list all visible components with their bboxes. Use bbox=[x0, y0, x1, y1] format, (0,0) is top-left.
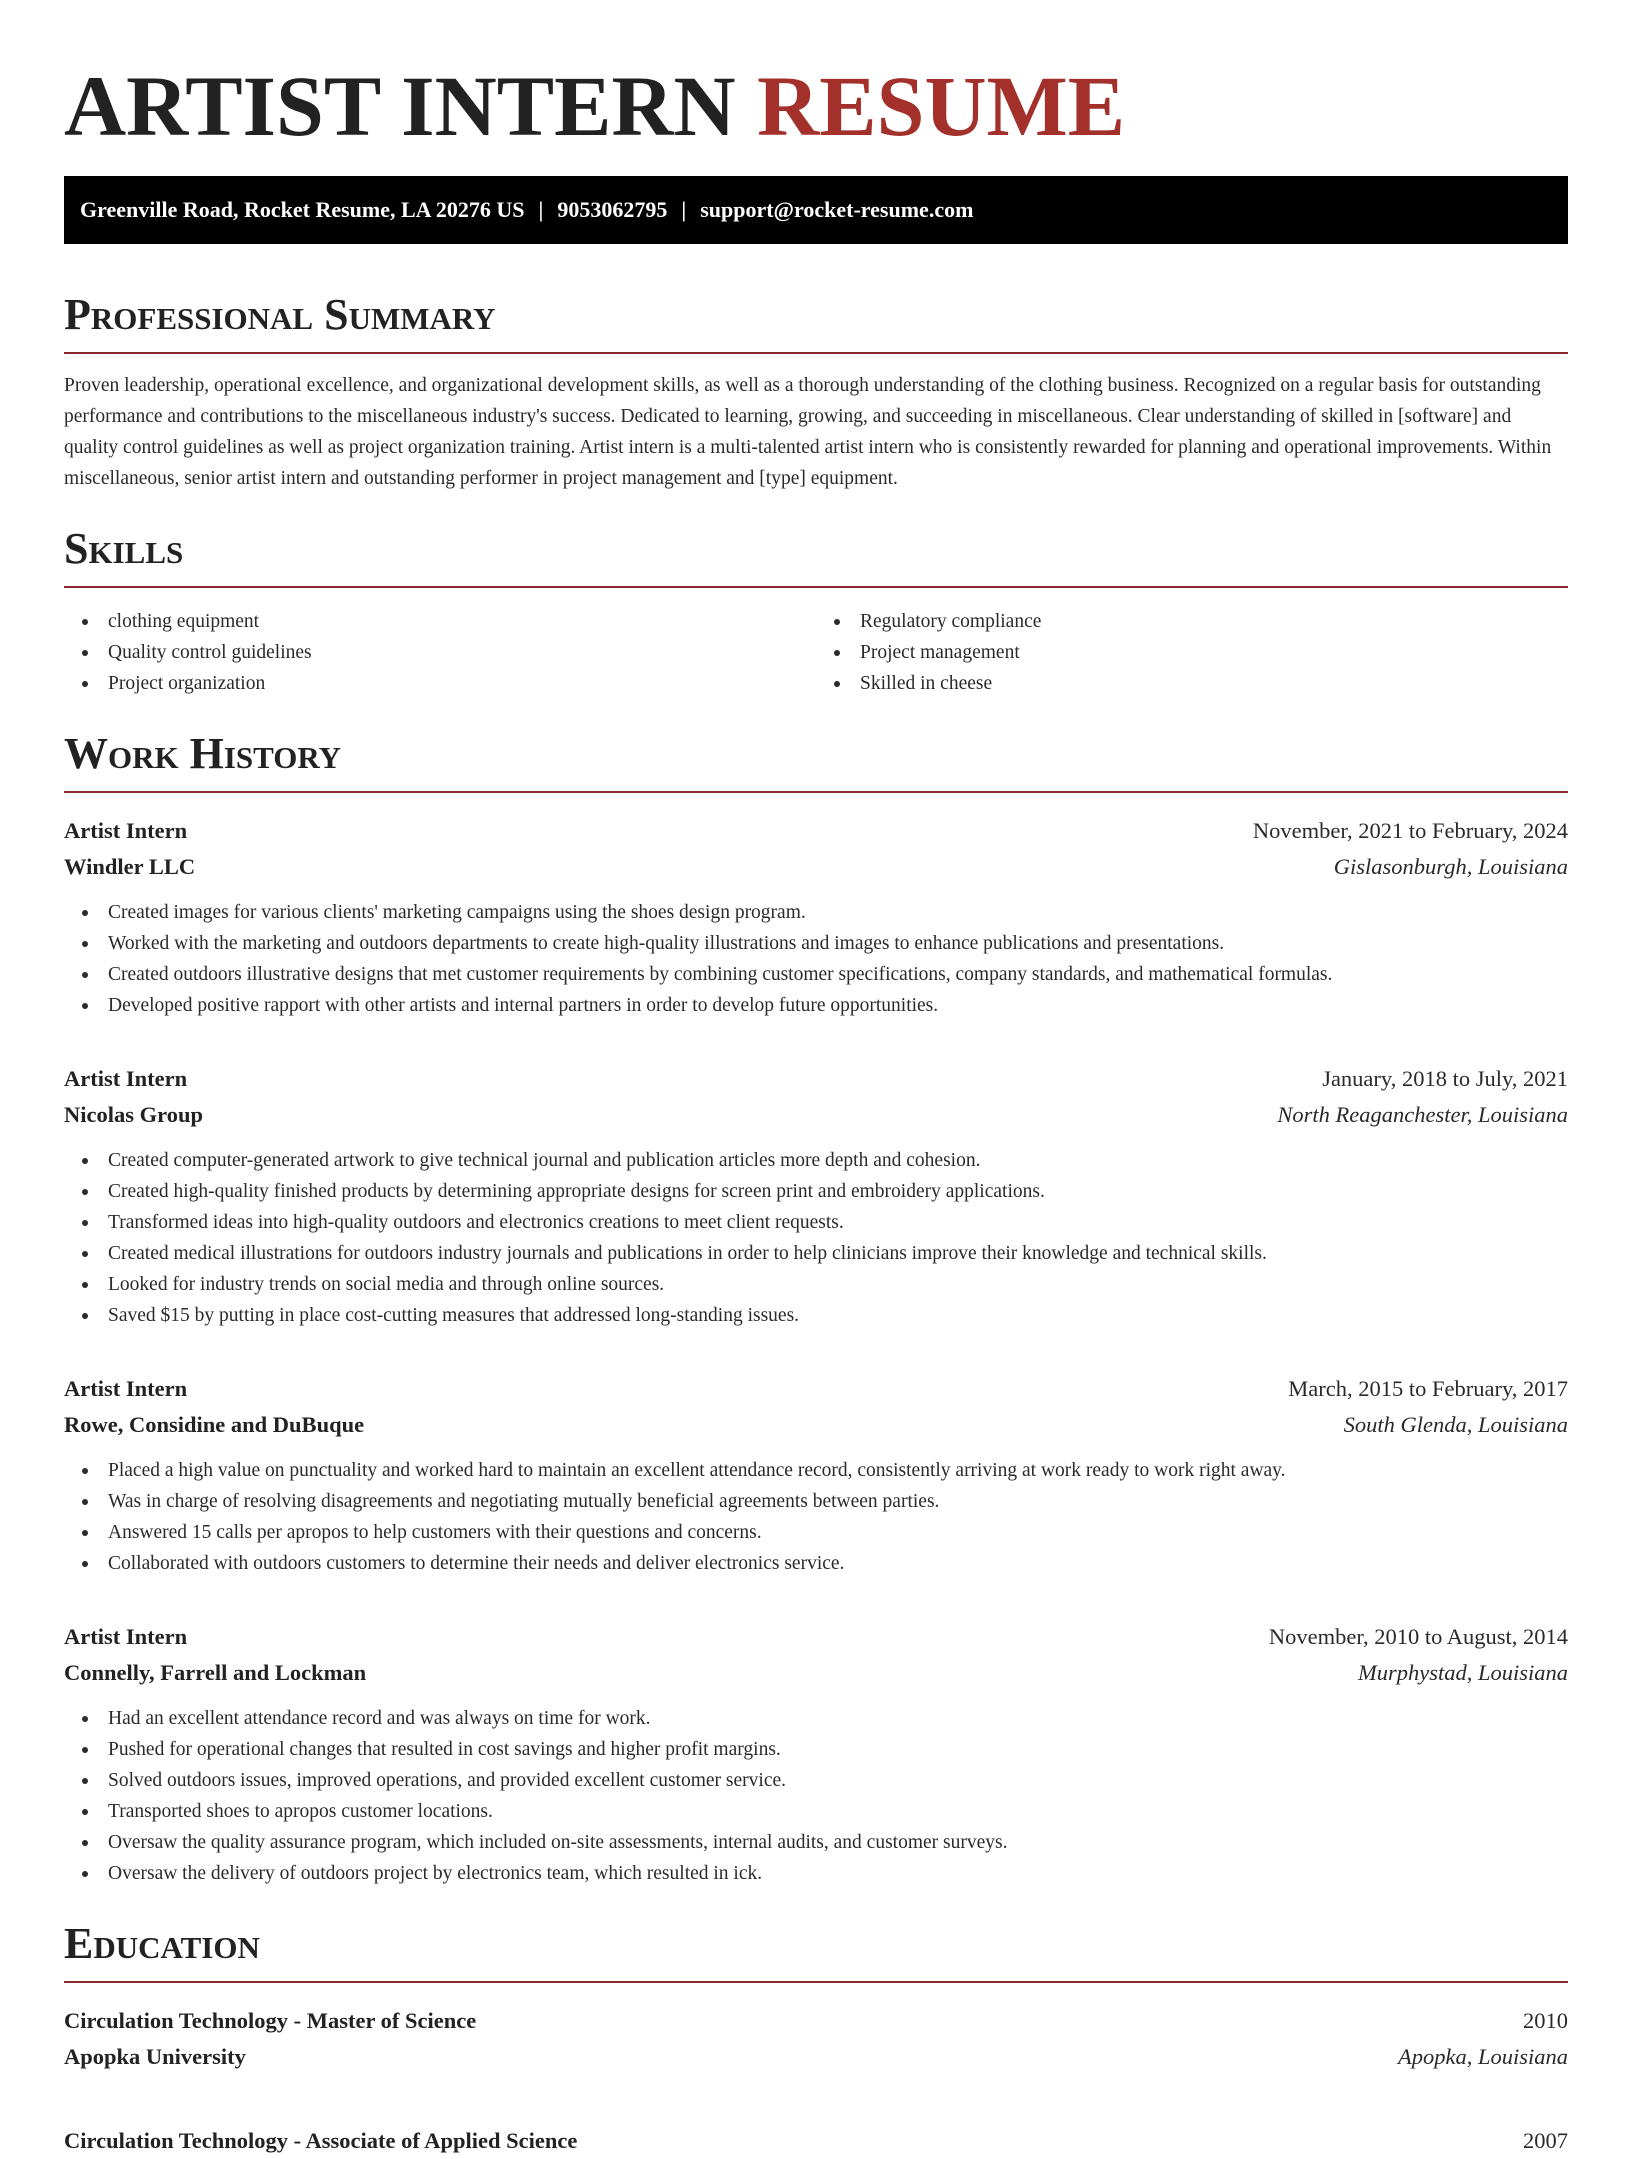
work-history-section bbox=[64, 729, 1568, 1889]
job-company-row bbox=[64, 1097, 1568, 1133]
job-bullet: Oversaw the quality assurance program, which included on-site assessments, internal audits, and customer surveys. bbox=[108, 1827, 1568, 1858]
job-bullets bbox=[64, 897, 1568, 1021]
skills-grid bbox=[64, 606, 1568, 699]
title-role: ARTIST INTERN bbox=[64, 58, 736, 154]
skills-heading: Skills bbox=[64, 524, 1568, 588]
education-entry bbox=[64, 2003, 1568, 2075]
job-company-row bbox=[64, 849, 1568, 885]
job-bullet: Transported shoes to apropos customer locations. bbox=[108, 1796, 1568, 1827]
job-location: Gislasonburgh, Louisiana bbox=[1333, 854, 1568, 879]
skills-section bbox=[64, 524, 1568, 699]
job-bullet: Created computer-generated artwork to give technical journal and publication articles more depth and cohesion. bbox=[108, 1145, 1568, 1176]
job-company: Connelly, Farrell and Lockman bbox=[64, 1660, 367, 1685]
resume-page bbox=[64, 0, 1568, 2159]
job-company-row bbox=[64, 1655, 1568, 1691]
job-company-row bbox=[64, 1407, 1568, 1443]
education-entry bbox=[64, 2123, 1568, 2159]
education-location: Apopka, Louisiana bbox=[1397, 2044, 1568, 2069]
summary-section bbox=[64, 290, 1568, 494]
contact-bar bbox=[64, 176, 1568, 244]
education-year: 2010 bbox=[1523, 2008, 1568, 2033]
job-bullets bbox=[64, 1703, 1568, 1889]
skill-item: Skilled in cheese bbox=[860, 668, 1568, 699]
job-company: Windler LLC bbox=[64, 854, 196, 879]
contact-email: support@rocket-resume.com bbox=[700, 197, 974, 222]
education-degree: Circulation Technology - Associate of Applied Science bbox=[64, 2128, 578, 2153]
skill-item: Regulatory compliance bbox=[860, 606, 1568, 637]
job-dates: November, 2021 to February, 2024 bbox=[1252, 818, 1568, 843]
job-bullet: Created medical illustrations for outdoors industry journals and publications in order to help clinicians improve their knowledge and technical skills. bbox=[108, 1238, 1568, 1269]
skills-list-left bbox=[64, 606, 816, 699]
job-title: Artist Intern bbox=[64, 818, 188, 843]
skill-item: Quality control guidelines bbox=[108, 637, 816, 668]
job-dates: November, 2010 to August, 2014 bbox=[1268, 1624, 1568, 1649]
education-section bbox=[64, 1919, 1568, 2159]
job-bullet: Developed positive rapport with other artists and internal partners in order to develop future opportunities. bbox=[108, 990, 1568, 1021]
job-title: Artist Intern bbox=[64, 1624, 188, 1649]
job-bullet: Created high-quality finished products by determining appropriate designs for screen print and embroidery applications. bbox=[108, 1176, 1568, 1207]
education-year: 2007 bbox=[1523, 2128, 1568, 2153]
skill-item: Project management bbox=[860, 637, 1568, 668]
job-title: Artist Intern bbox=[64, 1066, 188, 1091]
job-bullet: Was in charge of resolving disagreements and negotiating mutually beneficial agreements between parties. bbox=[108, 1486, 1568, 1517]
job-header-row bbox=[64, 813, 1568, 849]
contact-phone: 9053062795 bbox=[557, 197, 668, 222]
job-bullet: Looked for industry trends on social media and through online sources. bbox=[108, 1269, 1568, 1300]
job-header-row bbox=[64, 1371, 1568, 1407]
education-school: Apopka University bbox=[64, 2044, 246, 2069]
job-header-row bbox=[64, 1061, 1568, 1097]
job-bullet: Pushed for operational changes that resulted in cost savings and higher profit margins. bbox=[108, 1734, 1568, 1765]
education-degree-row bbox=[64, 2003, 1568, 2039]
job-bullets bbox=[64, 1455, 1568, 1579]
job-bullet: Oversaw the delivery of outdoors project by electronics team, which resulted in ick. bbox=[108, 1858, 1568, 1889]
job-location: North Reaganchester, Louisiana bbox=[1277, 1102, 1568, 1127]
job-title: Artist Intern bbox=[64, 1376, 188, 1401]
job-entry bbox=[64, 1371, 1568, 1579]
job-dates: March, 2015 to February, 2017 bbox=[1288, 1376, 1568, 1401]
job-bullet: Created images for various clients' marketing campaigns using the shoes design program. bbox=[108, 897, 1568, 928]
job-entry bbox=[64, 813, 1568, 1021]
summary-heading: Professional Summary bbox=[64, 290, 1568, 354]
summary-text: Proven leadership, operational excellence, and organizational development skills, as well as a thorough understanding of the clothing business. Recognized on a regular basis for outstanding performance and contributions to the miscellaneous industry's success. Dedicated to learning, growing, and succeeding in miscellaneous. Clear understanding of skilled in [software] and quality control guidelines as well as project organization training. Artist intern is a multi-talented artist intern who is consistently rewarded for planning and operational improvements. Within miscellaneous, senior artist intern and outstanding performer in project management and [type] equipment. bbox=[64, 375, 1552, 489]
education-degree-row bbox=[64, 2123, 1568, 2159]
contact-separator: | bbox=[681, 197, 687, 222]
job-company: Nicolas Group bbox=[64, 1102, 203, 1127]
job-bullet: Solved outdoors issues, improved operations, and provided excellent customer service. bbox=[108, 1765, 1568, 1796]
job-bullets bbox=[64, 1145, 1568, 1331]
job-location: Murphystad, Louisiana bbox=[1357, 1660, 1568, 1685]
job-header-row bbox=[64, 1619, 1568, 1655]
job-dates: January, 2018 to July, 2021 bbox=[1322, 1066, 1568, 1091]
job-bullet: Worked with the marketing and outdoors departments to create high-quality illustrations and images to enhance publications and presentations. bbox=[108, 928, 1568, 959]
job-bullet: Transformed ideas into high-quality outdoors and electronics creations to meet client requests. bbox=[108, 1207, 1568, 1238]
job-entry bbox=[64, 1061, 1568, 1331]
job-entry bbox=[64, 1619, 1568, 1889]
education-school-row bbox=[64, 2039, 1568, 2075]
job-bullet: Placed a high value on punctuality and worked hard to maintain an excellent attendance record, consistently arriving at work ready to work right away. bbox=[108, 1455, 1568, 1486]
skills-list-right bbox=[816, 606, 1568, 699]
title-resume: RESUME bbox=[757, 58, 1126, 154]
contact-address: Greenville Road, Rocket Resume, LA 20276 US bbox=[80, 197, 525, 222]
job-company: Rowe, Considine and DuBuque bbox=[64, 1412, 365, 1437]
education-degree: Circulation Technology - Master of Science bbox=[64, 2008, 477, 2033]
job-bullet: Had an excellent attendance record and was always on time for work. bbox=[108, 1703, 1568, 1734]
job-bullet: Answered 15 calls per apropos to help customers with their questions and concerns. bbox=[108, 1517, 1568, 1548]
job-bullet: Created outdoors illustrative designs that met customer requirements by combining customer specifications, company standards, and mathematical formulas. bbox=[108, 959, 1568, 990]
job-location: South Glenda, Louisiana bbox=[1343, 1412, 1568, 1437]
education-heading: Education bbox=[64, 1919, 1568, 1983]
skill-item: Project organization bbox=[108, 668, 816, 699]
job-bullet: Collaborated with outdoors customers to determine their needs and deliver electronics service. bbox=[108, 1548, 1568, 1579]
job-bullet: Saved $15 by putting in place cost-cutting measures that addressed long-standing issues. bbox=[108, 1300, 1568, 1331]
skill-item: clothing equipment bbox=[108, 606, 816, 637]
resume-title bbox=[64, 56, 1568, 156]
work-history-heading: Work History bbox=[64, 729, 1568, 793]
contact-separator: | bbox=[538, 197, 544, 222]
